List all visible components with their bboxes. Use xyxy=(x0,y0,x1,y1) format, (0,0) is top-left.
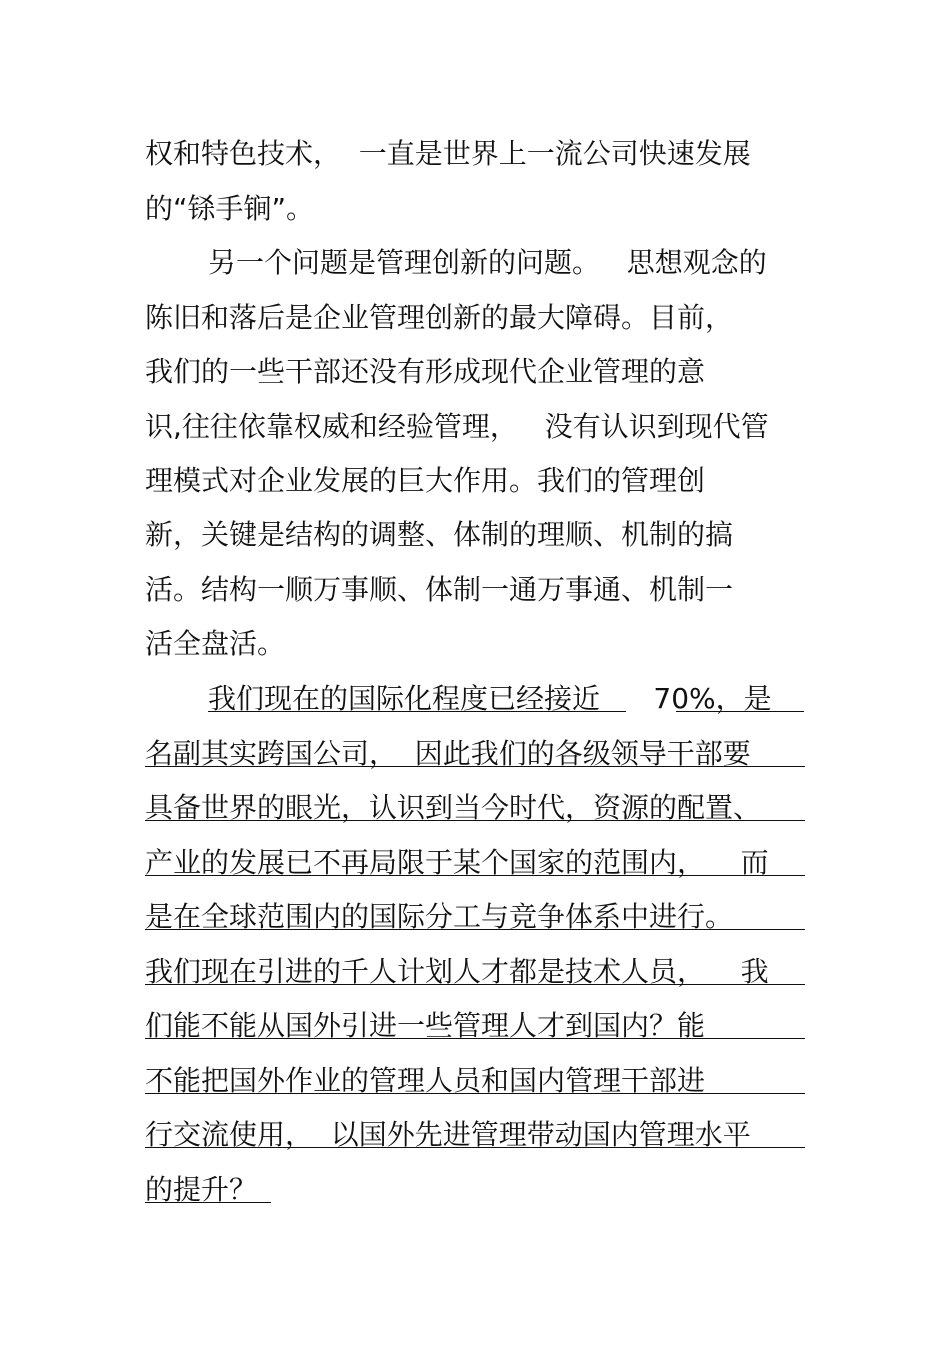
underline-rule xyxy=(145,984,805,985)
text-line: 具备世界的眼光，认识到当今时代，资源的配置、 xyxy=(145,791,762,824)
underline-rule xyxy=(145,875,805,876)
underline-rule xyxy=(145,1202,271,1203)
text-line: 新，关键是结构的调整、体制的理顺、机制的搞 xyxy=(145,518,734,551)
text-line: 们能不能从国外引进一些管理人才到国内？能 xyxy=(145,1009,706,1042)
text-line: 我们现在引进的千人计划人才都是技术人员， 我 xyxy=(145,955,769,988)
text-line: 陈旧和落后是企业管理创新的最大障碍。目前， xyxy=(145,301,734,334)
underline-rule xyxy=(145,1038,805,1039)
text-line: 活全盘活。 xyxy=(145,627,286,660)
underline-rule xyxy=(145,820,805,821)
underline-rule xyxy=(145,1093,805,1094)
text-line: 活。结构一顺万事顺、体制一通万事通、机制一 xyxy=(145,573,734,606)
text-line: 不能把国外作业的管理人员和国内管理干部进 xyxy=(145,1064,706,1097)
text-line: 识,往往依靠权威和经验管理， 没有认识到现代管 xyxy=(145,410,769,443)
underline-rule xyxy=(676,711,804,712)
underline-rule xyxy=(145,766,805,767)
paragraph-start: 我们现在的国际化程度已经接近 70%，是 xyxy=(208,682,772,715)
text-line: 是在全球范围内的国际分工与竞争体系中进行。 xyxy=(145,900,734,933)
underline-rule xyxy=(145,929,805,930)
underline-rule xyxy=(145,1147,805,1148)
text-line: 名副其实跨国公司， 因此我们的各级领导干部要 xyxy=(145,737,751,770)
paragraph-start: 另一个问题是管理创新的问题。 思想观念的 xyxy=(208,246,767,279)
text-line: 我们的一些干部还没有形成现代企业管理的意 xyxy=(145,355,706,388)
text-line: 的“铩手锏”。 xyxy=(145,192,315,225)
text-line: 权和特色技术， 一直是世界上一流公司快速发展 xyxy=(145,137,751,170)
text-line: 理模式对企业发展的巨大作用。我们的管理创 xyxy=(145,464,706,497)
underline-rule xyxy=(208,711,626,712)
text-line: 产业的发展已不再局限于某个国家的范围内， 而 xyxy=(145,846,769,879)
text-line: 的提升？ xyxy=(145,1173,258,1206)
text-line: 行交流使用， 以国外先进管理带动国内管理水平 xyxy=(145,1118,751,1151)
